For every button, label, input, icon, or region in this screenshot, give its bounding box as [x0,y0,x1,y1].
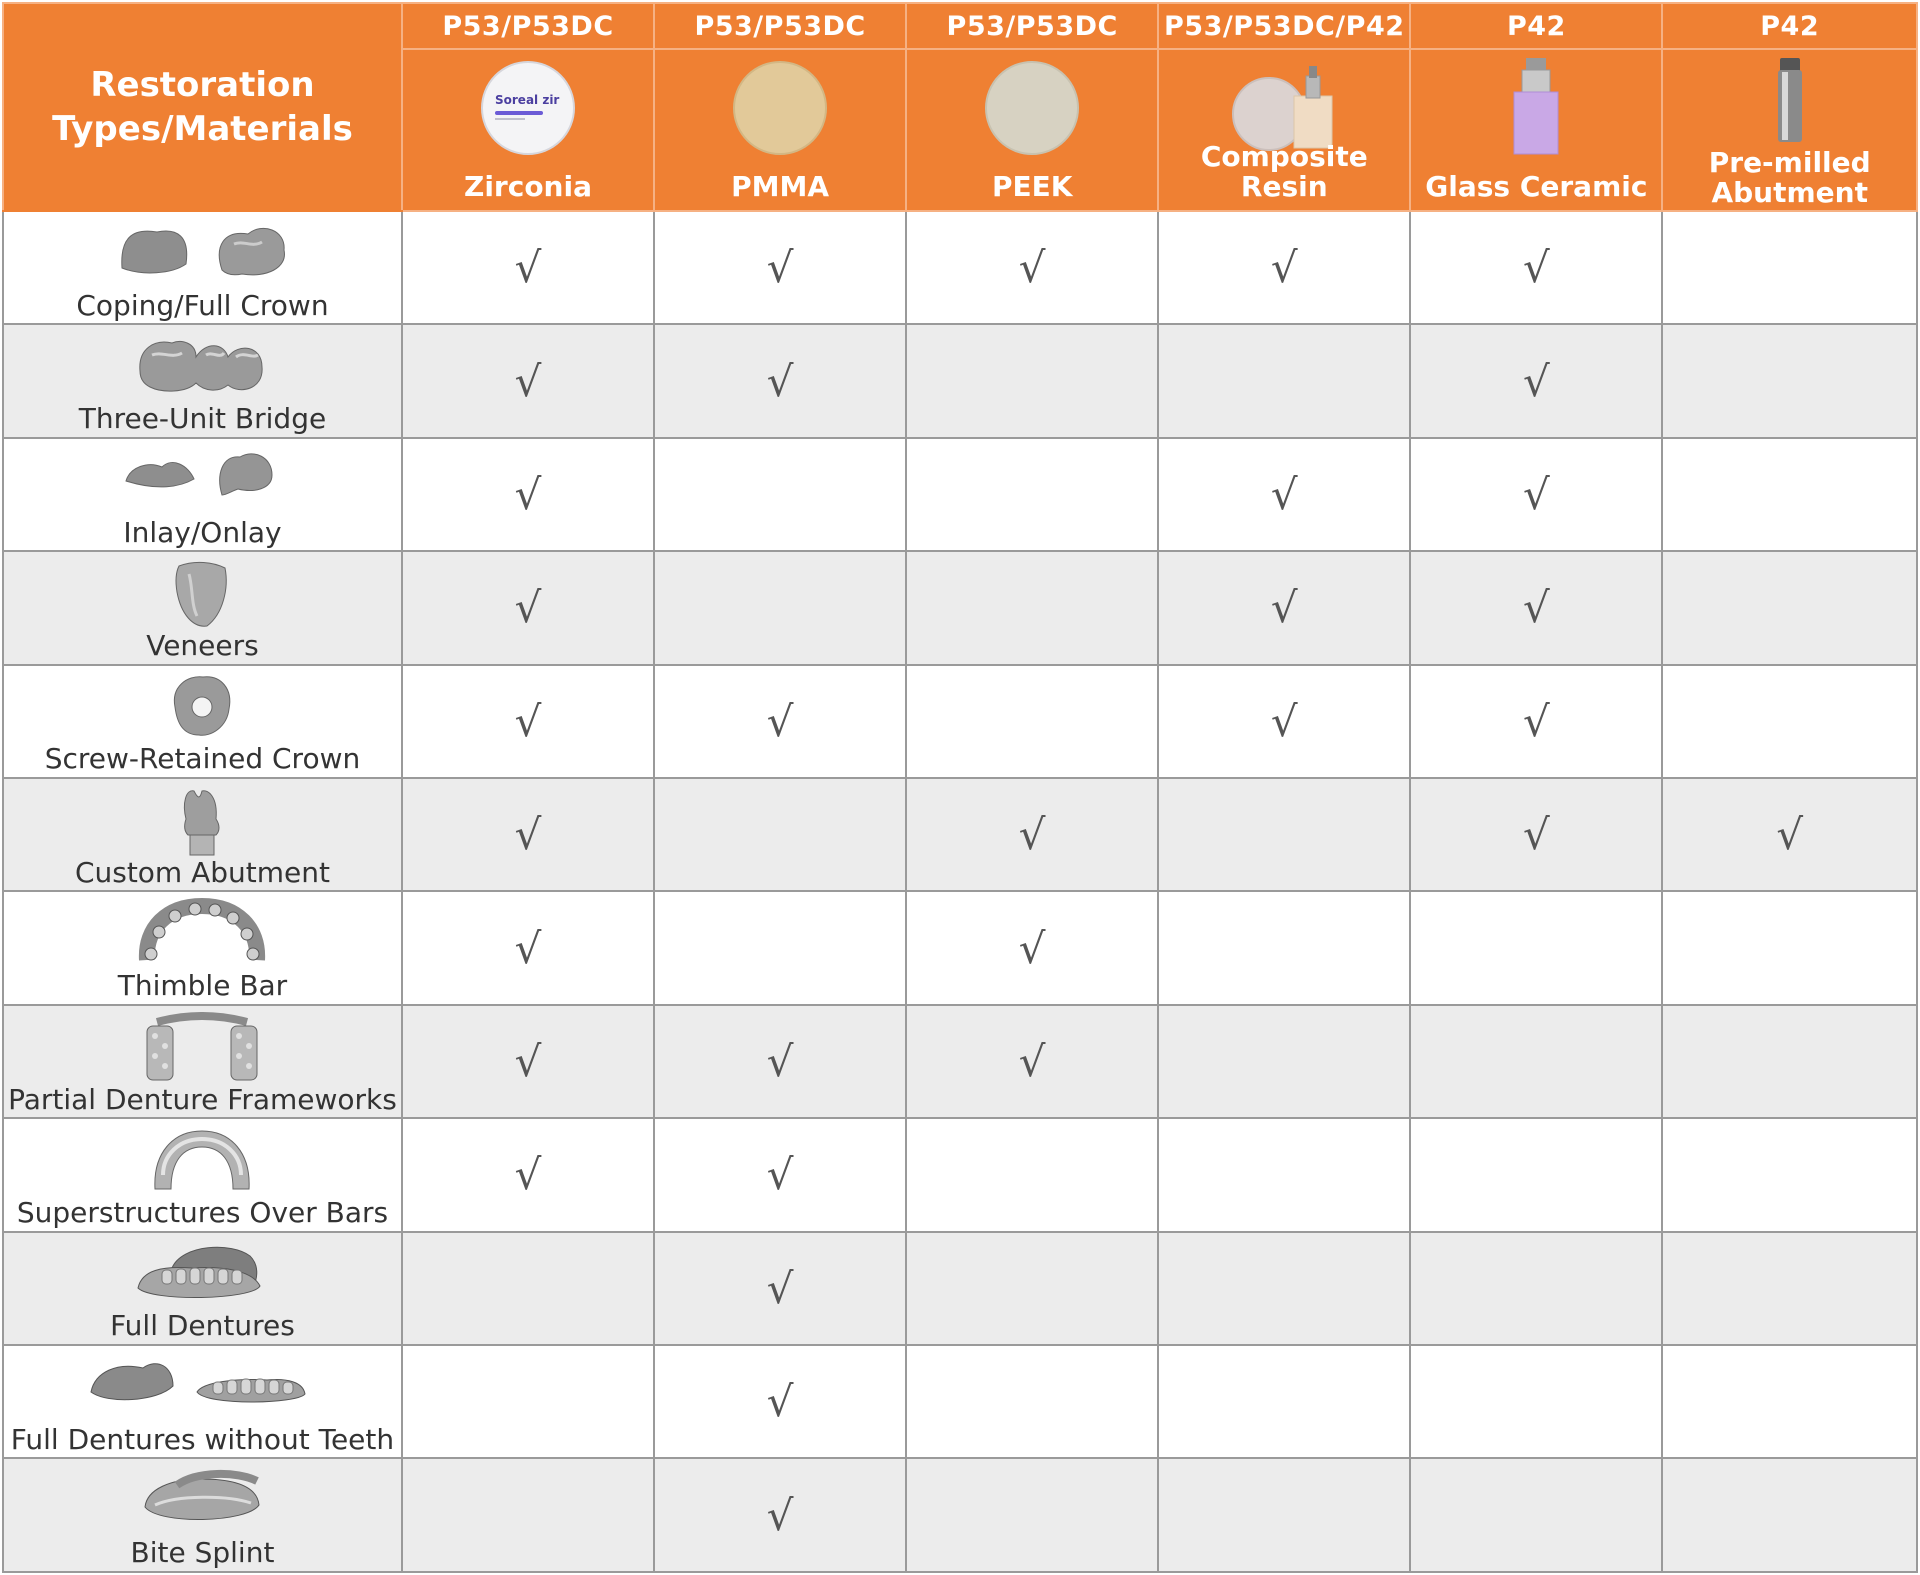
compatibility-cell [1662,1232,1917,1345]
restoration-type-cell [3,324,402,437]
check-mark: √ [1522,356,1550,406]
model-label: P53/P53DC/P42 [1158,3,1410,49]
material-header-premilled-abutment [1662,49,1917,211]
table-row [3,211,1917,324]
compatibility-cell [402,665,654,778]
compatibility-cell [1158,1005,1410,1118]
restoration-type-cell [3,891,402,1004]
compatibility-cell [1410,665,1662,778]
compatibility-cell [906,1232,1158,1345]
material-header-pmma [654,49,906,211]
compatibility-cell [1662,324,1917,437]
restoration-type-cell [3,1005,402,1118]
compatibility-cell [906,324,1158,437]
table-header [3,3,1917,211]
check-mark: √ [514,696,542,746]
model-label: P53/P53DC [654,3,906,49]
compatibility-cell [1410,551,1662,664]
compatibility-cell [1158,551,1410,664]
compatibility-cell [402,778,654,891]
partial-denture-framework-icon [4,1012,401,1082]
check-mark: √ [514,470,542,520]
restoration-type-label: Full Dentures [110,1309,295,1343]
glass-ceramic-block-icon [1411,56,1661,156]
check-mark: √ [1522,583,1550,633]
compatibility-cell [402,891,654,1004]
pmma-disc-icon [655,56,905,156]
veneer-icon [4,558,401,628]
premilled-abutment-icon [1663,56,1916,156]
custom-abutment-icon [4,785,401,855]
material-name-line-2: Abutment [1711,176,1868,209]
compatibility-cell [402,551,654,664]
compatibility-cell [906,1005,1158,1118]
bite-splint-icon [4,1465,401,1535]
compatibility-cell [1158,324,1410,437]
compatibility-cell [1662,1345,1917,1458]
restoration-type-label: Thimble Bar [117,969,288,1003]
check-mark: √ [1522,810,1550,860]
compatibility-cell [1410,1005,1662,1118]
denture-base-icon [4,1352,401,1422]
check-mark: √ [514,1150,542,1200]
compatibility-cell [906,665,1158,778]
check-mark: √ [514,243,542,293]
table-row [3,1345,1917,1458]
restoration-type-cell [3,665,402,778]
material-header-composite-resin [1158,49,1410,211]
compatibility-cell [1410,1345,1662,1458]
restoration-type-label: Veneers [146,628,259,662]
restoration-type-cell [3,438,402,551]
table-row [3,1458,1917,1572]
material-name: Glass Ceramic [1425,170,1648,203]
compatibility-cell [1662,778,1917,891]
restoration-type-cell [3,1458,402,1572]
compatibility-cell [1662,438,1917,551]
compatibility-cell [906,778,1158,891]
compatibility-cell [906,891,1158,1004]
compatibility-cell [402,1118,654,1231]
compatibility-cell [654,665,906,778]
table-row [3,1232,1917,1345]
compatibility-cell [1158,1458,1410,1572]
compatibility-cell [906,1345,1158,1458]
compatibility-cell [1410,211,1662,324]
model-label: P53/P53DC [906,3,1158,49]
compatibility-cell [1410,324,1662,437]
compatibility-cell [1410,891,1662,1004]
full-denture-icon [4,1238,401,1308]
compatibility-cell [1158,438,1410,551]
compatibility-cell [654,1118,906,1231]
compatibility-cell [1662,891,1917,1004]
check-mark: √ [514,583,542,633]
check-mark: √ [1522,470,1550,520]
compatibility-cell [906,1118,1158,1231]
check-mark: √ [514,356,542,406]
check-mark: √ [1270,470,1298,520]
compatibility-cell [906,551,1158,664]
compatibility-cell [654,1005,906,1118]
restoration-type-cell [3,211,402,324]
compatibility-cell [654,438,906,551]
material-name: PEEK [991,170,1073,203]
check-mark: √ [514,1037,542,1087]
compatibility-cell [654,891,906,1004]
corner-line-2: Types/Materials [52,109,353,149]
compatibility-cell [906,438,1158,551]
superstructure-icon [4,1125,401,1195]
material-header-glass-ceramic [1410,49,1662,211]
restoration-type-label: Superstructures Over Bars [16,1195,389,1229]
check-mark: √ [514,810,542,860]
check-mark: √ [514,923,542,973]
compatibility-cell [1662,665,1917,778]
check-mark: √ [1522,243,1550,293]
corner-line-1: Restoration [90,65,315,105]
zirconia-disc-icon [403,56,653,156]
check-mark: √ [766,1490,794,1540]
table-row [3,551,1917,664]
compatibility-cell [654,1232,906,1345]
inlay-onlay-icon [4,445,401,515]
restoration-type-label: Screw-Retained Crown [44,742,361,776]
compatibility-cell [654,778,906,891]
restoration-type-cell [3,551,402,664]
material-header-peek [906,49,1158,211]
compatibility-cell [1410,778,1662,891]
restoration-type-cell [3,778,402,891]
compatibility-cell [1662,1458,1917,1572]
check-mark: √ [766,1263,794,1313]
compatibility-cell [402,324,654,437]
check-mark: √ [766,1377,794,1427]
compatibility-cell [654,211,906,324]
material-header-zirconia [402,49,654,211]
compatibility-cell [1158,1232,1410,1345]
compatibility-cell [654,551,906,664]
header-model-row [3,3,1917,49]
table-row [3,1118,1917,1231]
compatibility-cell [402,1345,654,1458]
restoration-type-label: Bite Splint [130,1536,275,1570]
table-row [3,324,1917,437]
restoration-type-label: Partial Denture Frameworks [8,1082,397,1116]
table-row [3,1005,1917,1118]
check-mark: √ [1270,243,1298,293]
compatibility-cell [402,1232,654,1345]
material-compatibility-table [2,2,1918,1573]
material-name: Composite Resin [1200,140,1368,203]
check-mark: √ [1018,243,1046,293]
restoration-type-label: Three-Unit Bridge [78,402,327,436]
check-mark: √ [1522,696,1550,746]
bridge-icon [4,331,401,401]
compatibility-cell [402,211,654,324]
restoration-type-label: Inlay/Onlay [123,515,282,549]
compatibility-cell [906,211,1158,324]
material-name-line-1: Pre-milled [1708,146,1871,179]
compatibility-cell [1662,1005,1917,1118]
check-mark: √ [1018,810,1046,860]
restoration-type-label: Coping/Full Crown [76,288,329,322]
compatibility-cell [654,1458,906,1572]
check-mark: √ [766,1150,794,1200]
table-body [3,211,1917,1572]
table-row [3,665,1917,778]
check-mark: √ [766,696,794,746]
restoration-type-label: Full Dentures without Teeth [10,1422,395,1456]
compatibility-cell [1662,551,1917,664]
compatibility-cell [1158,891,1410,1004]
restoration-type-label: Custom Abutment [74,855,330,889]
restoration-type-cell [3,1345,402,1458]
header-corner [3,3,402,211]
material-name: PMMA [731,170,830,203]
screw-retained-crown-icon [4,671,401,741]
compatibility-cell [906,1458,1158,1572]
table-row [3,778,1917,891]
compatibility-cell [1410,438,1662,551]
table-row [3,438,1917,551]
material-name: Zirconia [464,170,592,203]
check-mark: √ [1270,583,1298,633]
crown-icon [4,218,401,288]
compatibility-cell [654,1345,906,1458]
compatibility-cell [402,1458,654,1572]
compatibility-cell [1410,1232,1662,1345]
check-mark: √ [1018,1037,1046,1087]
check-mark: √ [1776,810,1804,860]
compatibility-cell [1662,211,1917,324]
compatibility-cell [402,1005,654,1118]
compatibility-cell [1158,1345,1410,1458]
model-label: P53/P53DC [402,3,654,49]
check-mark: √ [766,243,794,293]
compatibility-cell [1158,211,1410,324]
disc-brand-text: Soreal zir [495,93,560,107]
check-mark: √ [1270,696,1298,746]
restoration-type-cell [3,1232,402,1345]
thimble-bar-icon [4,898,401,968]
compatibility-cell [654,324,906,437]
compatibility-cell [1410,1118,1662,1231]
compatibility-cell [402,438,654,551]
compatibility-cell [1158,778,1410,891]
compatibility-cell [1158,1118,1410,1231]
compatibility-cell [1662,1118,1917,1231]
restoration-type-cell [3,1118,402,1231]
model-label: P42 [1662,3,1917,49]
material-name [1663,148,1916,208]
table-row [3,891,1917,1004]
compatibility-cell [1158,665,1410,778]
model-label: P42 [1410,3,1662,49]
peek-disc-icon [907,56,1157,156]
check-mark: √ [1018,923,1046,973]
compatibility-cell [1410,1458,1662,1572]
check-mark: √ [766,1037,794,1087]
check-mark: √ [766,356,794,406]
